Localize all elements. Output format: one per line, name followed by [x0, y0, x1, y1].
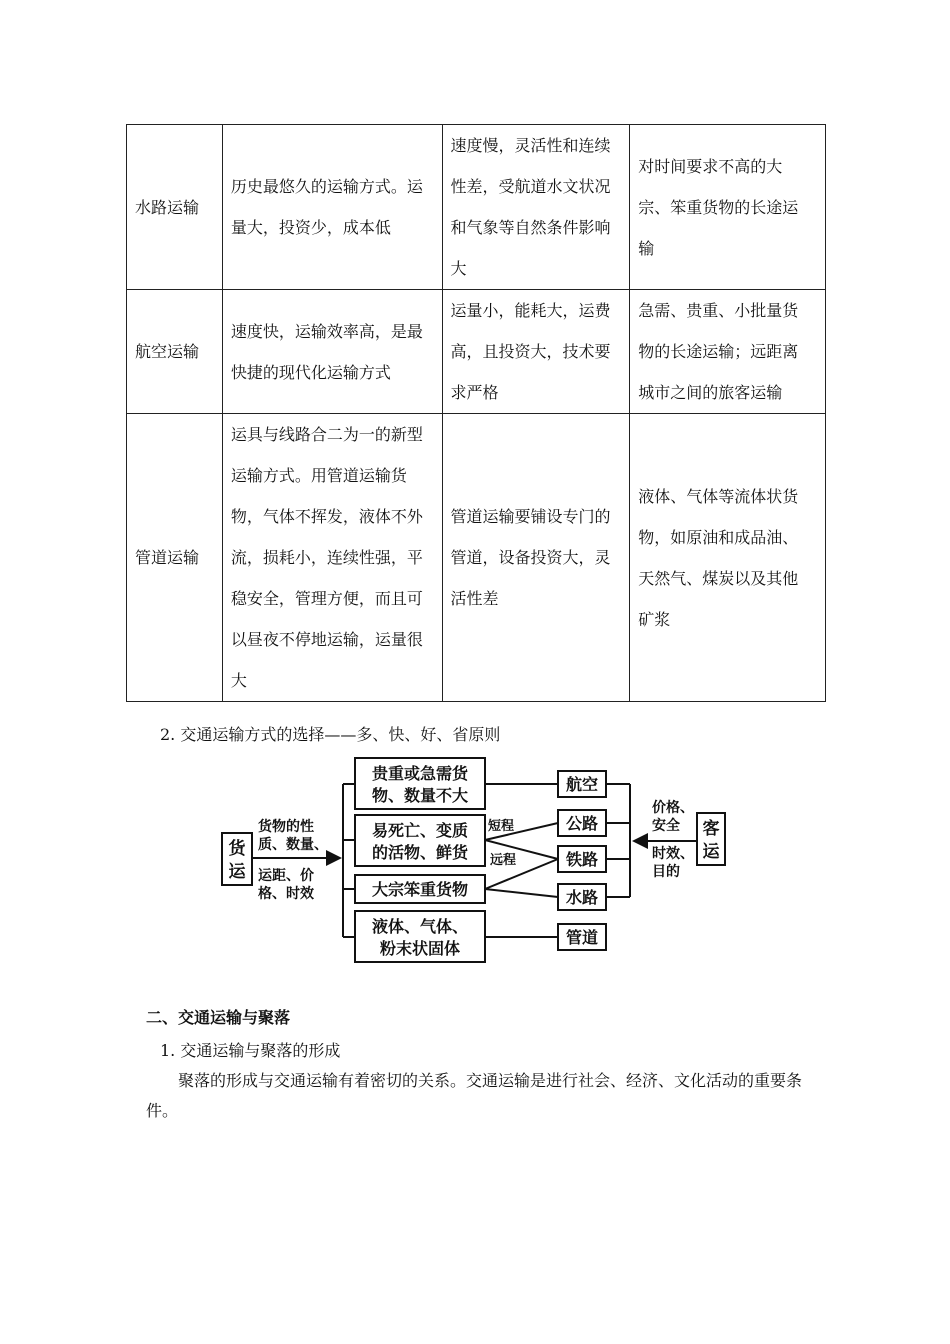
freight-factor-line-3: 运距、价	[258, 868, 314, 884]
cell-line: 历史最悠久的运输方式。运	[230, 177, 423, 196]
cargo-1-line-2: 物、数量不大	[371, 786, 469, 805]
short-distance-label: 短程	[488, 819, 515, 834]
passenger-factor-3: 时效、	[652, 846, 694, 862]
passenger-char-1: 客	[702, 819, 720, 839]
cell-line: 量大，投资少，成本低	[230, 218, 391, 237]
cargo-2-line-1: 易死亡、变质	[371, 821, 469, 840]
cargo-2-line-2: 的活物、鲜货	[371, 843, 469, 862]
mode-name: 水路运输	[135, 197, 200, 217]
cell-line: 稳安全，管理方便，而且可	[230, 589, 423, 608]
mode-water: 水路	[565, 888, 599, 907]
section-choice-title: 2. 交通运输方式的选择——多、快、好、省原则	[160, 725, 501, 744]
mode-pipe: 管道	[565, 928, 599, 947]
cell-line: 矿浆	[638, 609, 671, 629]
freight-char-2: 运	[228, 862, 246, 882]
cell-line: 急需、贵重、小批量货	[638, 301, 799, 320]
cell-line: 输	[638, 238, 655, 258]
cell-line: 天然气、煤炭以及其他	[638, 568, 799, 588]
cell-line: 流，损耗小，连续性强，平	[230, 548, 423, 567]
cell-line: 液体、气体等流体状货	[638, 486, 799, 506]
mode-name: 航空运输	[135, 342, 200, 361]
cargo-4-line-1: 液体、气体、	[371, 917, 469, 936]
cargo-1-line-1: 贵重或急需货	[371, 764, 469, 783]
mode-road: 公路	[565, 814, 599, 833]
cell-line: 大	[450, 259, 467, 278]
passenger-factor-4: 目的	[652, 864, 680, 880]
cell-line: 物的长途运输；远距离	[638, 342, 799, 361]
cell-line: 运量小，能耗大，运费	[450, 301, 611, 320]
freight-factor-line-2: 质、数量、	[258, 837, 328, 853]
body-paragraph: 聚落的形成与交通运输有着密切的关系。交通运输是进行社会、经济、文化活动的重要条件。	[146, 1071, 803, 1120]
cell-line: 运输方式。用管道运输货	[230, 466, 407, 485]
cell-line: 速度慢，灵活性和连续	[450, 136, 611, 155]
cargo-3-label: 大宗笨重货物	[371, 880, 469, 899]
cell-line: 性差，受航道水文状况	[450, 177, 611, 196]
cell-line: 管道，设备投资大，灵	[450, 548, 611, 567]
cell-line: 求严格	[450, 383, 499, 402]
cell-line: 活性差	[450, 589, 499, 608]
cell-line: 速度快，运输效率高，是最	[230, 321, 423, 341]
passenger-factor-2: 安全	[652, 818, 680, 834]
subsection-heading: 1. 交通运输与聚落的形成	[160, 1041, 341, 1060]
mode-air: 航空	[565, 775, 599, 794]
mode-rail: 铁路	[565, 850, 599, 869]
cell-line: 快捷的现代化运输方式	[230, 362, 391, 382]
cell-line: 高，且投资大，技术要	[450, 342, 611, 361]
cell-line: 城市之间的旅客运输	[638, 383, 783, 402]
freight-char-1: 货	[228, 839, 246, 859]
cell-line: 和气象等自然条件影响	[450, 218, 611, 237]
cell-line: 以昼夜不停地运输，运量很	[230, 630, 423, 649]
freight-factor-line-1: 货物的性	[258, 819, 314, 835]
section-heading: 二、交通运输与聚落	[146, 1008, 291, 1027]
cell-line: 运具与线路合二为一的新型	[230, 425, 423, 444]
cell-line: 大	[230, 671, 247, 690]
cell-line: 管道运输要铺设专门的	[450, 507, 611, 526]
cell-line: 物，如原油和成品油、	[638, 527, 799, 547]
cargo-4-line-2: 粉末状固体	[379, 939, 461, 958]
cell-line: 宗、笨重货物的长途运	[638, 197, 799, 217]
mode-name: 管道运输	[135, 548, 200, 567]
freight-factor-line-4: 格、时效	[258, 886, 314, 902]
passenger-char-2: 运	[702, 842, 720, 862]
long-distance-label: 远程	[490, 853, 517, 868]
passenger-factor-1: 价格、	[652, 800, 694, 816]
cell-line: 物，气体不挥发，液体不外	[230, 507, 423, 526]
cell-line: 对时间要求不高的大	[638, 156, 783, 176]
